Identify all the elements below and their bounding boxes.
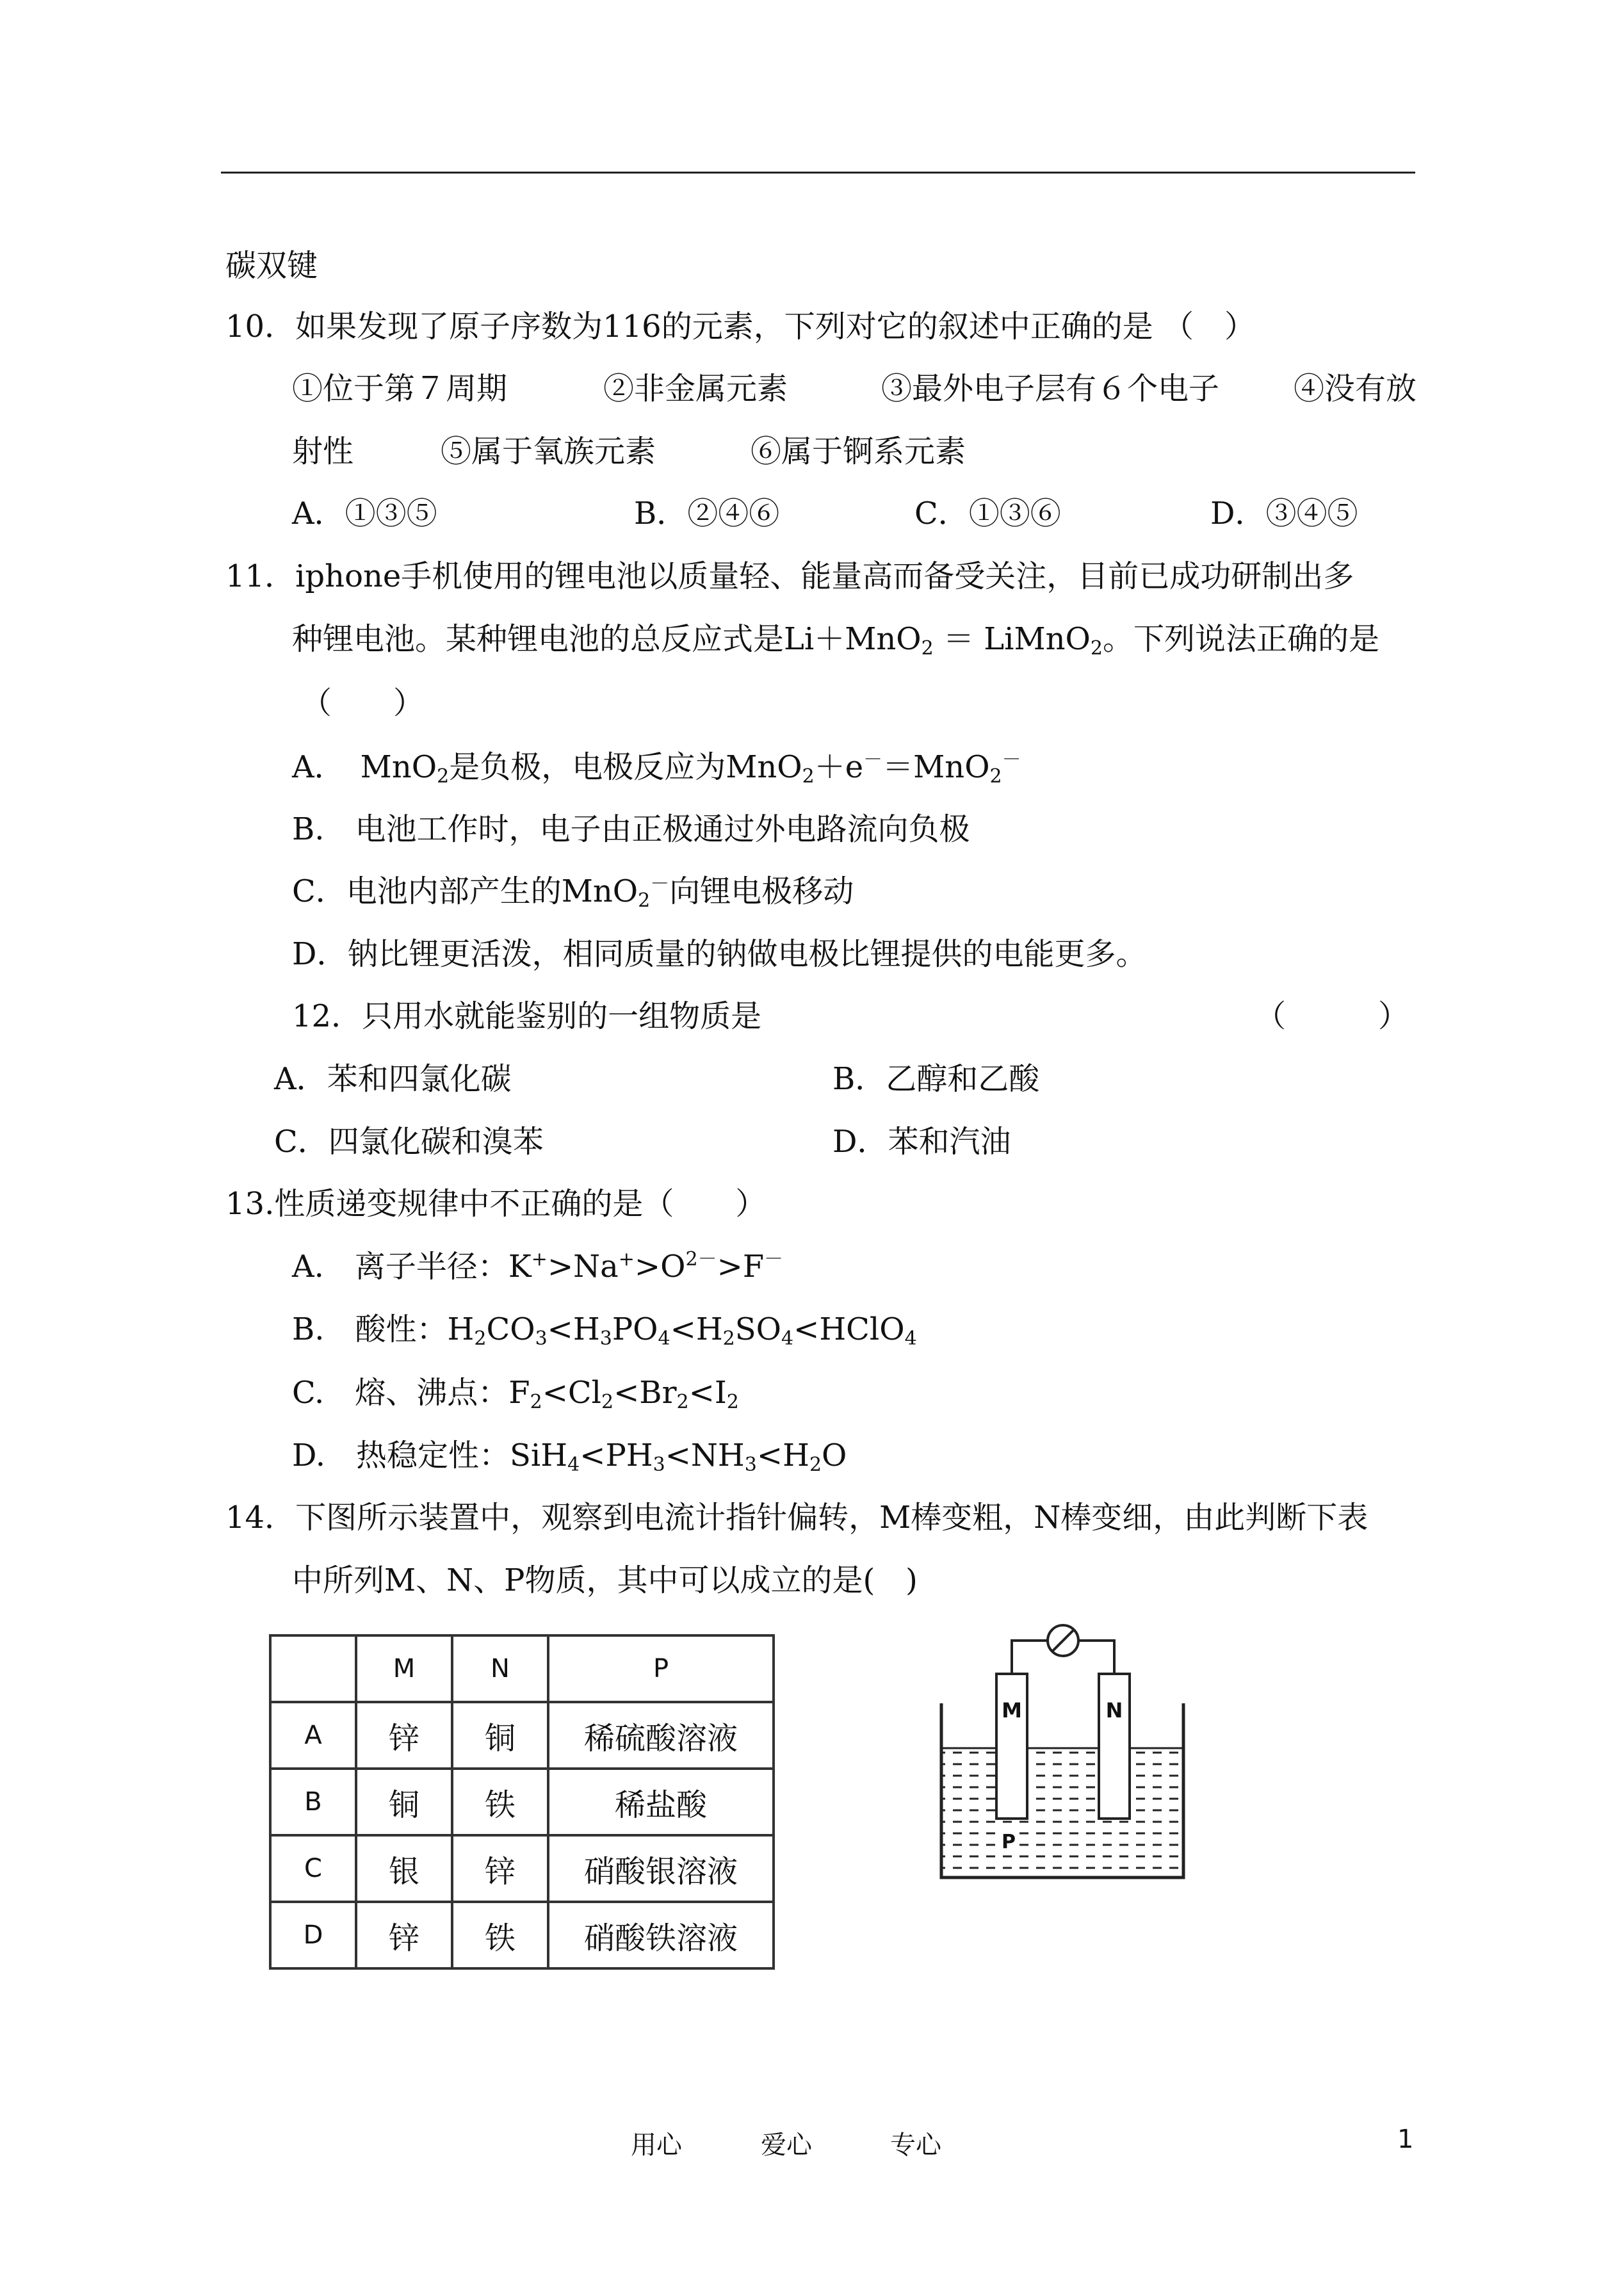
q10-statement-5: ⑤属于氧族元素 — [441, 434, 656, 469]
table-cell: 铜 — [356, 1769, 452, 1835]
subscript: 4 — [658, 1327, 670, 1350]
q13-opt-d-part: D. 热稳定性：SiH — [292, 1438, 568, 1473]
q10-option-c: C．①③⑥ — [914, 496, 1061, 531]
q11-option-a — [292, 748, 1021, 786]
q13-opt-b-part: <HClO — [793, 1311, 905, 1347]
subscript: 2 — [530, 1391, 542, 1413]
superscript: － — [650, 873, 670, 895]
q13-opt-c-part: <I — [688, 1375, 727, 1411]
footer-item: 用心 — [631, 2130, 682, 2160]
q12-option-a: A．苯和四氯化碳 — [274, 1061, 512, 1097]
q13-option-a — [292, 1247, 783, 1286]
subscript: 3 — [744, 1454, 757, 1476]
table-header-cell: N — [452, 1635, 548, 1702]
q12-option-d: D．苯和汽油 — [832, 1124, 1011, 1160]
q13-opt-d-part: <H — [756, 1438, 809, 1473]
superscript: － — [1002, 749, 1021, 771]
subscript: 2 — [989, 765, 1002, 788]
subscript: 2 — [726, 1391, 739, 1413]
subscript: 4 — [781, 1327, 794, 1350]
q11-option-c — [292, 872, 854, 911]
label-m: M — [1002, 1698, 1022, 1723]
q11-stem2-part: 种锂电池。某种锂电池的总反应式是Li＋MnO — [292, 621, 922, 657]
subscript: 3 — [653, 1454, 665, 1476]
prev-continuation: 碳双键 — [225, 248, 318, 284]
q12-option-c: C．四氯化碳和溴苯 — [274, 1124, 544, 1160]
q11-stem2-part: ＝ LiMnO — [933, 621, 1091, 657]
header-rule — [221, 172, 1415, 174]
wire-right — [1078, 1641, 1114, 1674]
superscript: 2－ — [685, 1248, 717, 1270]
table-cell: 锌 — [452, 1835, 548, 1902]
q13-opt-c-part: <Cl — [542, 1375, 601, 1411]
page-number: 1 — [1397, 2125, 1414, 2154]
q13-opt-a-part: >Na — [547, 1249, 619, 1285]
table-row — [270, 1835, 774, 1902]
q11-option-b: B. 电池工作时，电子由正极通过外电路流向负极 — [292, 811, 970, 847]
q11-answer-paren: （ ） — [301, 685, 425, 721]
q12-option-b: B．乙醇和乙酸 — [832, 1061, 1040, 1097]
subscript: 2 — [1090, 637, 1103, 660]
q13-opt-b-part: <H — [670, 1311, 723, 1347]
q10-option-b: B．②④⑥ — [634, 496, 780, 531]
q13-opt-b-part: PO — [612, 1311, 658, 1347]
table-cell: 锌 — [356, 1902, 452, 1968]
q14-stem-line1: 14．下图所示装置中，观察到电流计指针偏转，M棒变粗，N棒变细，由此判断下表 — [225, 1500, 1368, 1536]
table-row — [270, 1702, 774, 1769]
q11-option-d: D．钠比锂更活泼，相同质量的钠做电极比锂提供的电能更多。 — [292, 936, 1147, 972]
q13-opt-b-part: CO — [486, 1311, 535, 1347]
label-p: P — [1002, 1831, 1016, 1853]
superscript: + — [531, 1248, 548, 1270]
subscript: 2 — [921, 637, 934, 660]
q10-option-d: D．③④⑤ — [1210, 496, 1358, 531]
q11-opt-a-part: A． MnO — [292, 749, 437, 785]
label-n: N — [1105, 1698, 1123, 1723]
q13-opt-d-part: O — [822, 1438, 847, 1473]
subscript: 2 — [638, 889, 651, 912]
q11-opt-c-part: 向锂电极移动 — [669, 873, 854, 909]
q14-stem-line2: 中所列M、N、P物质，其中可以成立的是( ) — [292, 1562, 918, 1598]
q13-opt-a-part: >O — [634, 1249, 686, 1285]
subscript: 2 — [722, 1327, 735, 1350]
q13-opt-a-part: >F — [717, 1249, 765, 1285]
subscript: 3 — [599, 1327, 612, 1350]
q13-opt-c-part: C. 熔、沸点：F — [292, 1375, 530, 1411]
electrode-m — [996, 1674, 1027, 1819]
superscript: + — [618, 1248, 635, 1270]
table-cell: 硝酸银溶液 — [548, 1835, 774, 1902]
q13-opt-b-part: SO — [735, 1311, 781, 1347]
q11-stem-line2 — [292, 620, 1379, 658]
q13-opt-b-part: <H — [547, 1311, 600, 1347]
q13-opt-c-part: <Br — [613, 1375, 677, 1411]
footer-item: 爱心 — [761, 2130, 812, 2160]
galvanic-cell-diagram — [935, 1620, 1191, 1889]
q13-stem: 13.性质递变规律中不正确的是（ ） — [225, 1186, 767, 1222]
table-cell: 锌 — [356, 1702, 452, 1769]
q13-opt-a-part: A. 离子半径：K — [292, 1249, 532, 1285]
subscript: 3 — [535, 1327, 548, 1350]
q13-opt-d-part: <PH — [580, 1438, 653, 1473]
table-cell: 铜 — [452, 1702, 548, 1769]
q10-statement-6: ⑥属于锕系元素 — [751, 434, 966, 469]
table-cell: D — [270, 1902, 356, 1968]
q10-statement-1: ①位于第７周期 — [292, 371, 508, 407]
subscript: 2 — [809, 1454, 822, 1476]
q11-opt-a-part: ＝MnO — [882, 749, 990, 785]
q10-stem: 10．如果发现了原子序数为116的元素，下列对它的叙述中正确的是 （ ） — [225, 309, 1255, 345]
q10-statement-3: ③最外电子层有６个电子 — [881, 371, 1220, 407]
electrolyte-solution — [941, 1748, 1183, 1876]
table-header-cell: P — [548, 1635, 774, 1702]
table-cell: 铁 — [452, 1769, 548, 1835]
table-cell: 硝酸铁溶液 — [548, 1902, 774, 1968]
wire-left — [1012, 1641, 1048, 1674]
q12-stem: 12．只用水就能鉴别的一组物质是 — [292, 998, 762, 1034]
electrode-n — [1099, 1674, 1130, 1819]
q10-statement-4: ④没有放 — [1294, 371, 1417, 407]
subscript: 2 — [676, 1391, 689, 1413]
superscript: － — [863, 749, 883, 771]
q14-material-table — [269, 1634, 775, 1970]
q11-stem2-part: 。下列说法正确的是 — [1103, 621, 1380, 657]
table-row — [270, 1902, 774, 1968]
subscript: 4 — [567, 1454, 580, 1476]
q13-opt-d-part: <NH — [665, 1438, 745, 1473]
table-cell: B — [270, 1769, 356, 1835]
table-header-cell — [270, 1635, 356, 1702]
footer-item: 专心 — [890, 2130, 941, 2160]
table-cell: 铁 — [452, 1902, 548, 1968]
q13-option-b — [292, 1310, 917, 1349]
q11-opt-c-part: C．电池内部产生的MnO — [292, 873, 638, 909]
q11-opt-a-part: 是负极，电极反应为MnO — [449, 749, 802, 785]
q10-option-a: A．①③⑤ — [292, 496, 437, 531]
subscript: 2 — [474, 1327, 487, 1350]
table-cell: 稀硫酸溶液 — [548, 1702, 774, 1769]
table-cell: A — [270, 1702, 356, 1769]
q10-statement-2: ②非金属元素 — [603, 371, 788, 407]
table-cell: 银 — [356, 1835, 452, 1902]
table-cell: 稀盐酸 — [548, 1769, 774, 1835]
q12-answer-paren: （ ） — [1255, 998, 1409, 1034]
superscript: － — [764, 1248, 784, 1270]
subscript: 2 — [437, 765, 450, 788]
table-header-cell: M — [356, 1635, 452, 1702]
q10-statement-4-cont: 射性 — [292, 434, 354, 469]
table-cell: C — [270, 1835, 356, 1902]
subscript: 2 — [601, 1391, 614, 1413]
subscript: 2 — [802, 765, 815, 788]
q11-opt-a-part: ＋e — [814, 749, 864, 785]
table-header-row — [270, 1635, 774, 1702]
q13-opt-b-part: B. 酸性：H — [292, 1311, 475, 1347]
q11-stem-line1: 11．iphone手机使用的锂电池以质量轻、能量高而备受关注，目前已成功研制出多 — [225, 558, 1354, 594]
q13-option-c — [292, 1374, 739, 1412]
subscript: 4 — [904, 1327, 917, 1350]
table-row — [270, 1769, 774, 1835]
q13-option-d — [292, 1436, 847, 1475]
